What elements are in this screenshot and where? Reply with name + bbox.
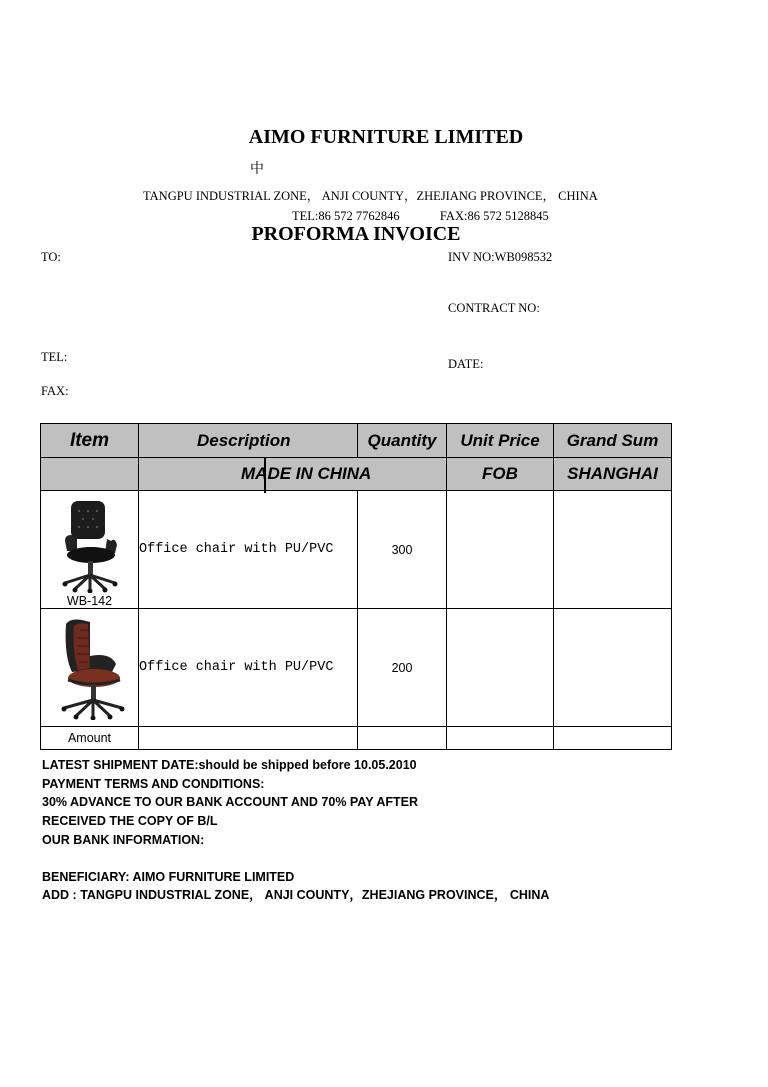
product-quantity: 200 — [358, 609, 447, 727]
company-address: TANGPU INDUSTRIAL ZONE， ANJI COUNTY，ZHEJIANG PROVINCE， CHINA — [143, 189, 598, 203]
table-row — [41, 609, 672, 727]
subheader-empty — [41, 458, 139, 491]
document-title: PROFORMA INVOICE — [251, 223, 461, 245]
payment-terms-line: RECEIVED THE COPY OF B/L — [42, 814, 218, 829]
terms-section — [42, 756, 549, 905]
product-grand-sum — [554, 609, 672, 727]
invoice-date: DATE: — [448, 357, 484, 371]
table-row — [41, 491, 672, 609]
table-header-row — [41, 424, 672, 458]
amount-description — [139, 727, 358, 750]
bank-info-title: OUR BANK INFORMATION: — [42, 832, 205, 847]
product-unit-price — [447, 491, 554, 609]
company-fax: FAX:86 572 5128845 — [439, 209, 549, 223]
chinese-glyph: 中 — [250, 161, 264, 177]
to-label: TO: — [41, 250, 61, 264]
company-contact — [292, 209, 549, 224]
col-grand-sum: Grand Sum — [554, 424, 672, 458]
product-unit-price — [447, 609, 554, 727]
payment-terms-line: 30% ADVANCE TO OUR BANK ACCOUNT AND 70% PAY AFTER — [42, 795, 418, 810]
fax-label: FAX: — [41, 384, 69, 398]
product-grand-sum — [554, 491, 672, 609]
product-image-cell — [41, 491, 139, 609]
amount-grand-sum — [554, 727, 672, 750]
product-quantity: 300 — [358, 491, 447, 609]
invoice-table — [40, 423, 672, 750]
office-chair-red-image — [54, 616, 126, 720]
product-description: Office chair with PU/PVC — [139, 491, 358, 609]
amount-label: Amount — [41, 727, 139, 750]
company-tel: TEL:86 572 7762846 — [292, 209, 400, 223]
invoice-number: INV NO:WB098532 — [448, 250, 553, 264]
spacer — [42, 850, 549, 868]
table-subheader-row — [41, 458, 672, 491]
product-model: WB-142 — [66, 594, 113, 608]
beneficiary-address: ADD : TANGPU INDUSTRIAL ZONE， ANJI COUNTY，ZHEJIANG PROVINCE， CHINA — [42, 888, 550, 903]
col-quantity: Quantity — [358, 424, 447, 458]
col-unit-price: Unit Price — [447, 424, 554, 458]
product-description: Office chair with PU/PVC — [139, 609, 358, 727]
subheader-divider — [264, 457, 266, 493]
office-chair-black-image — [57, 497, 123, 593]
contract-number: CONTRACT NO: — [448, 301, 540, 315]
col-description: Description — [139, 424, 358, 458]
company-name: AIMO FURNITURE LIMITED — [248, 126, 524, 148]
amount-unit-price — [447, 727, 554, 750]
payment-terms-title: PAYMENT TERMS AND CONDITIONS: — [42, 776, 265, 791]
made-in-china: MADE IN CHINA — [139, 458, 447, 491]
amount-quantity — [358, 727, 447, 750]
col-item: Item — [41, 424, 139, 458]
amount-row — [41, 727, 672, 750]
shipment-date: LATEST SHIPMENT DATE:should be shipped before 10.05.2010 — [42, 758, 417, 772]
beneficiary: BENEFICIARY: AIMO FURNITURE LIMITED — [42, 869, 295, 884]
fob-term: FOB — [447, 458, 554, 491]
tel-label: TEL: — [41, 350, 68, 364]
port-name: SHANGHAI — [554, 458, 672, 491]
product-image-cell — [41, 609, 139, 727]
